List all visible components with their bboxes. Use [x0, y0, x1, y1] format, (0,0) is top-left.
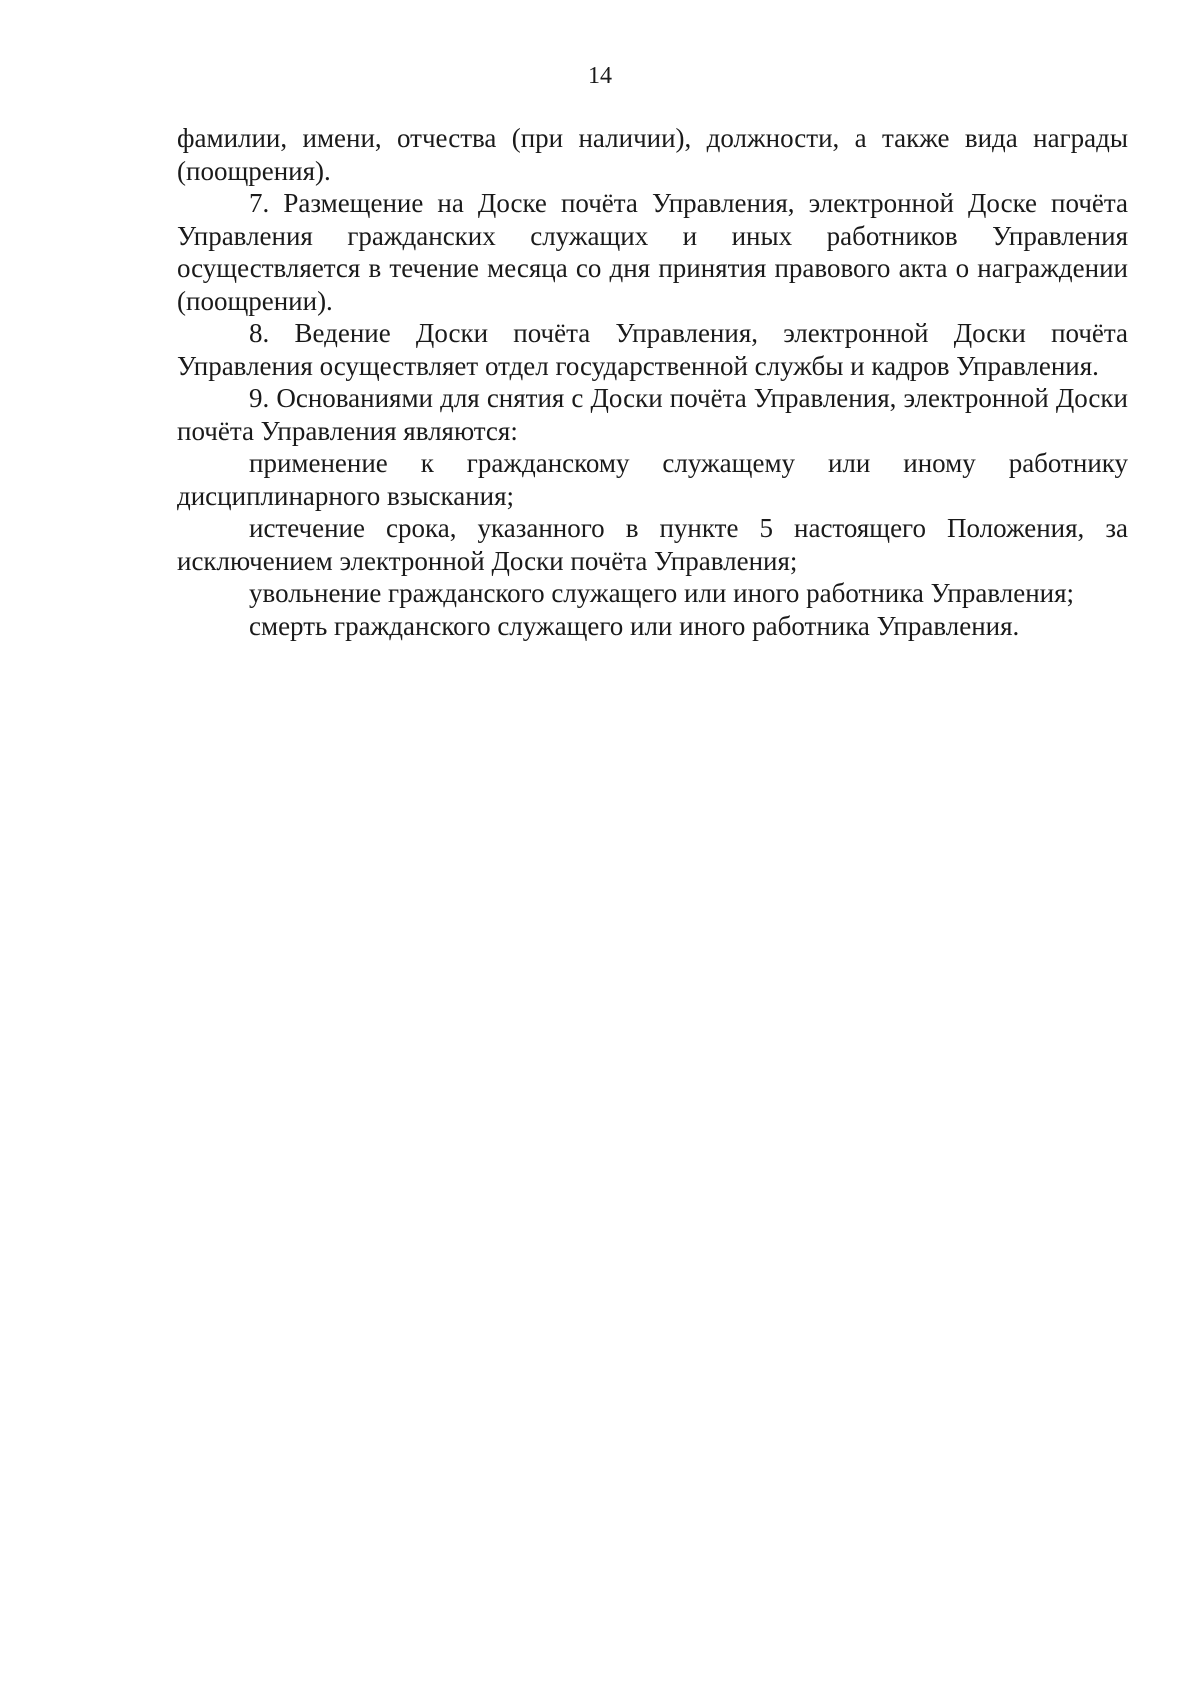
paragraph-continuation: фамилии, имени, отчества (при наличии), должности, а также вида награды (поощрения).	[177, 123, 1128, 186]
list-item-disciplinary: применение к гражданскому служащему или иному работнику дисциплинарного взыскания;	[177, 448, 1128, 511]
document-body	[177, 122, 1128, 642]
list-item-dismissal: увольнение гражданского служащего или иного работника Управления;	[249, 578, 1075, 608]
page-number: 14	[588, 63, 612, 89]
paragraph-item-8: 8. Ведение Доски почёта Управления, электронной Доски почёта Управления осуществляет отдел государственной службы и кадров Управления.	[177, 318, 1128, 381]
list-item-death: смерть гражданского служащего или иного работника Управления.	[249, 610, 1020, 641]
list-item-term-expiry: истечение срока, указанного в пункте 5 настоящего Положения, за исключением электронной Доски почёта Управления;	[177, 513, 1128, 576]
paragraph-item-7: 7. Размещение на Доске почёта Управления, электронной Доске почёта Управления гражданских служащих и иных работников Управления осуществляется в течение месяца со дня принятия правового акта о награждении (поощрении).	[177, 188, 1128, 316]
paragraph-item-9: 9. Основаниями для снятия с Доски почёта Управления, электронной Доски почёта Управления являются:	[177, 383, 1128, 446]
